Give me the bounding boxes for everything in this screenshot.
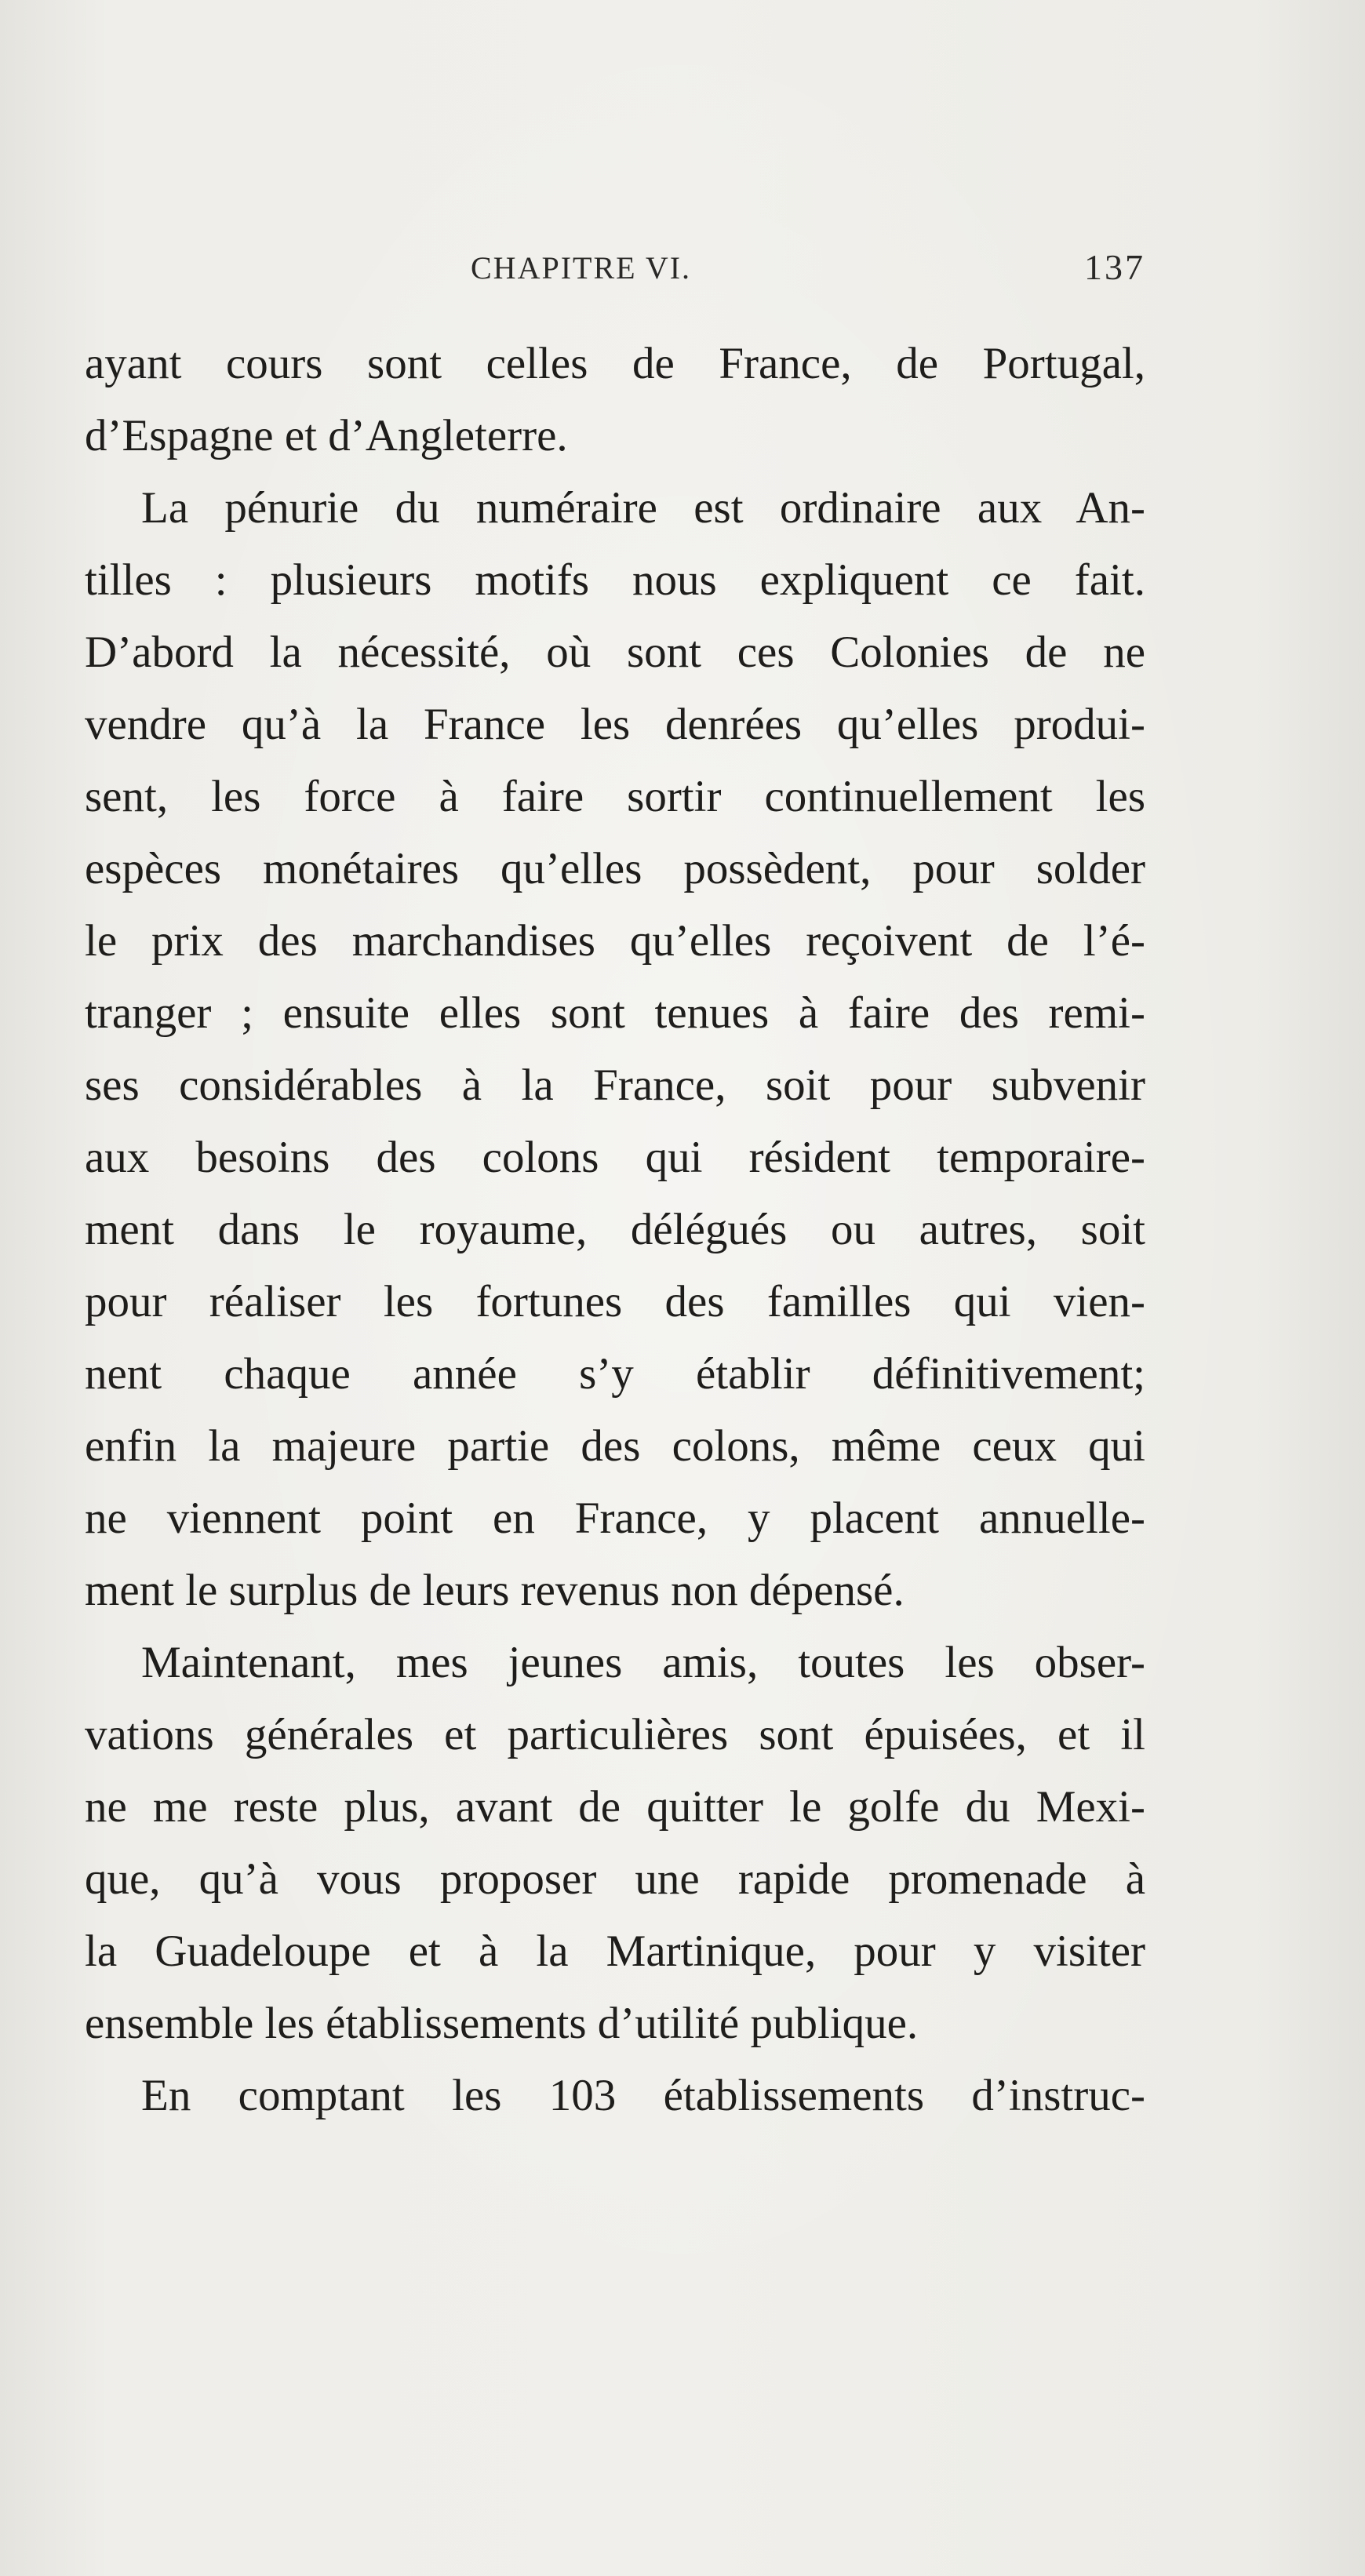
text-line: ensemble les établissements d’utilité publique. (85, 1999, 919, 2048)
chapter-title: CHAPITRE VI. (471, 250, 692, 286)
body-text (85, 328, 1145, 2132)
text-line: En comptant les 103 établissements d’instruc- (141, 2071, 1145, 2120)
page-number: 137 (1084, 247, 1145, 287)
text-line: le prix des marchandises qu’elles reçoivent de l’é- (85, 916, 1145, 966)
text-line: nent chaque année s’y établir définitivement; (85, 1349, 1145, 1399)
text-line: tilles : plusieurs motifs nous expliquent ce fait. (85, 555, 1145, 605)
text-line: sent, les force à faire sortir continuellement les (85, 772, 1145, 821)
text-line: espèces monétaires qu’elles possèdent, pour solder (85, 844, 1145, 893)
text-line: d’Espagne et d’Angleterre. (85, 411, 568, 460)
text-line: la Guadeloupe et à la Martinique, pour y visiter (85, 1927, 1145, 1976)
text-line: ayant cours sont celles de France, de Portugal, (85, 339, 1145, 388)
text-line: tranger ; ensuite elles sont tenues à faire des remi- (85, 988, 1145, 1038)
running-head (86, 249, 1145, 297)
text-line: pour réaliser les fortunes des familles qui vien- (85, 1277, 1145, 1326)
text-line: vations générales et particulières sont épuisées, et il (85, 1710, 1145, 1759)
text-line: ment dans le royaume, délégués ou autres, soit (85, 1205, 1145, 1254)
text-line: Maintenant, mes jeunes amis, toutes les obser- (141, 1638, 1145, 1687)
text-line: vendre qu’à la France les denrées qu’elles produi- (85, 700, 1145, 749)
text-line: ses considérables à la France, soit pour subvenir (85, 1061, 1145, 1110)
text-line: aux besoins des colons qui résident temporaire- (85, 1133, 1145, 1182)
text-line: La pénurie du numéraire est ordinaire aux An- (141, 483, 1145, 533)
text-line: enfin la majeure partie des colons, même ceux qui (85, 1421, 1145, 1471)
text-line: que, qu’à vous proposer une rapide promenade à (85, 1854, 1145, 1904)
text-line: ne viennent point en France, y placent annuelle- (85, 1494, 1145, 1543)
text-line: D’abord la nécessité, où sont ces Colonies de ne (85, 628, 1145, 677)
text-line: ment le surplus de leurs revenus non dépensé. (85, 1566, 905, 1615)
text-line: ne me reste plus, avant de quitter le golfe du Mexi- (85, 1782, 1145, 1832)
